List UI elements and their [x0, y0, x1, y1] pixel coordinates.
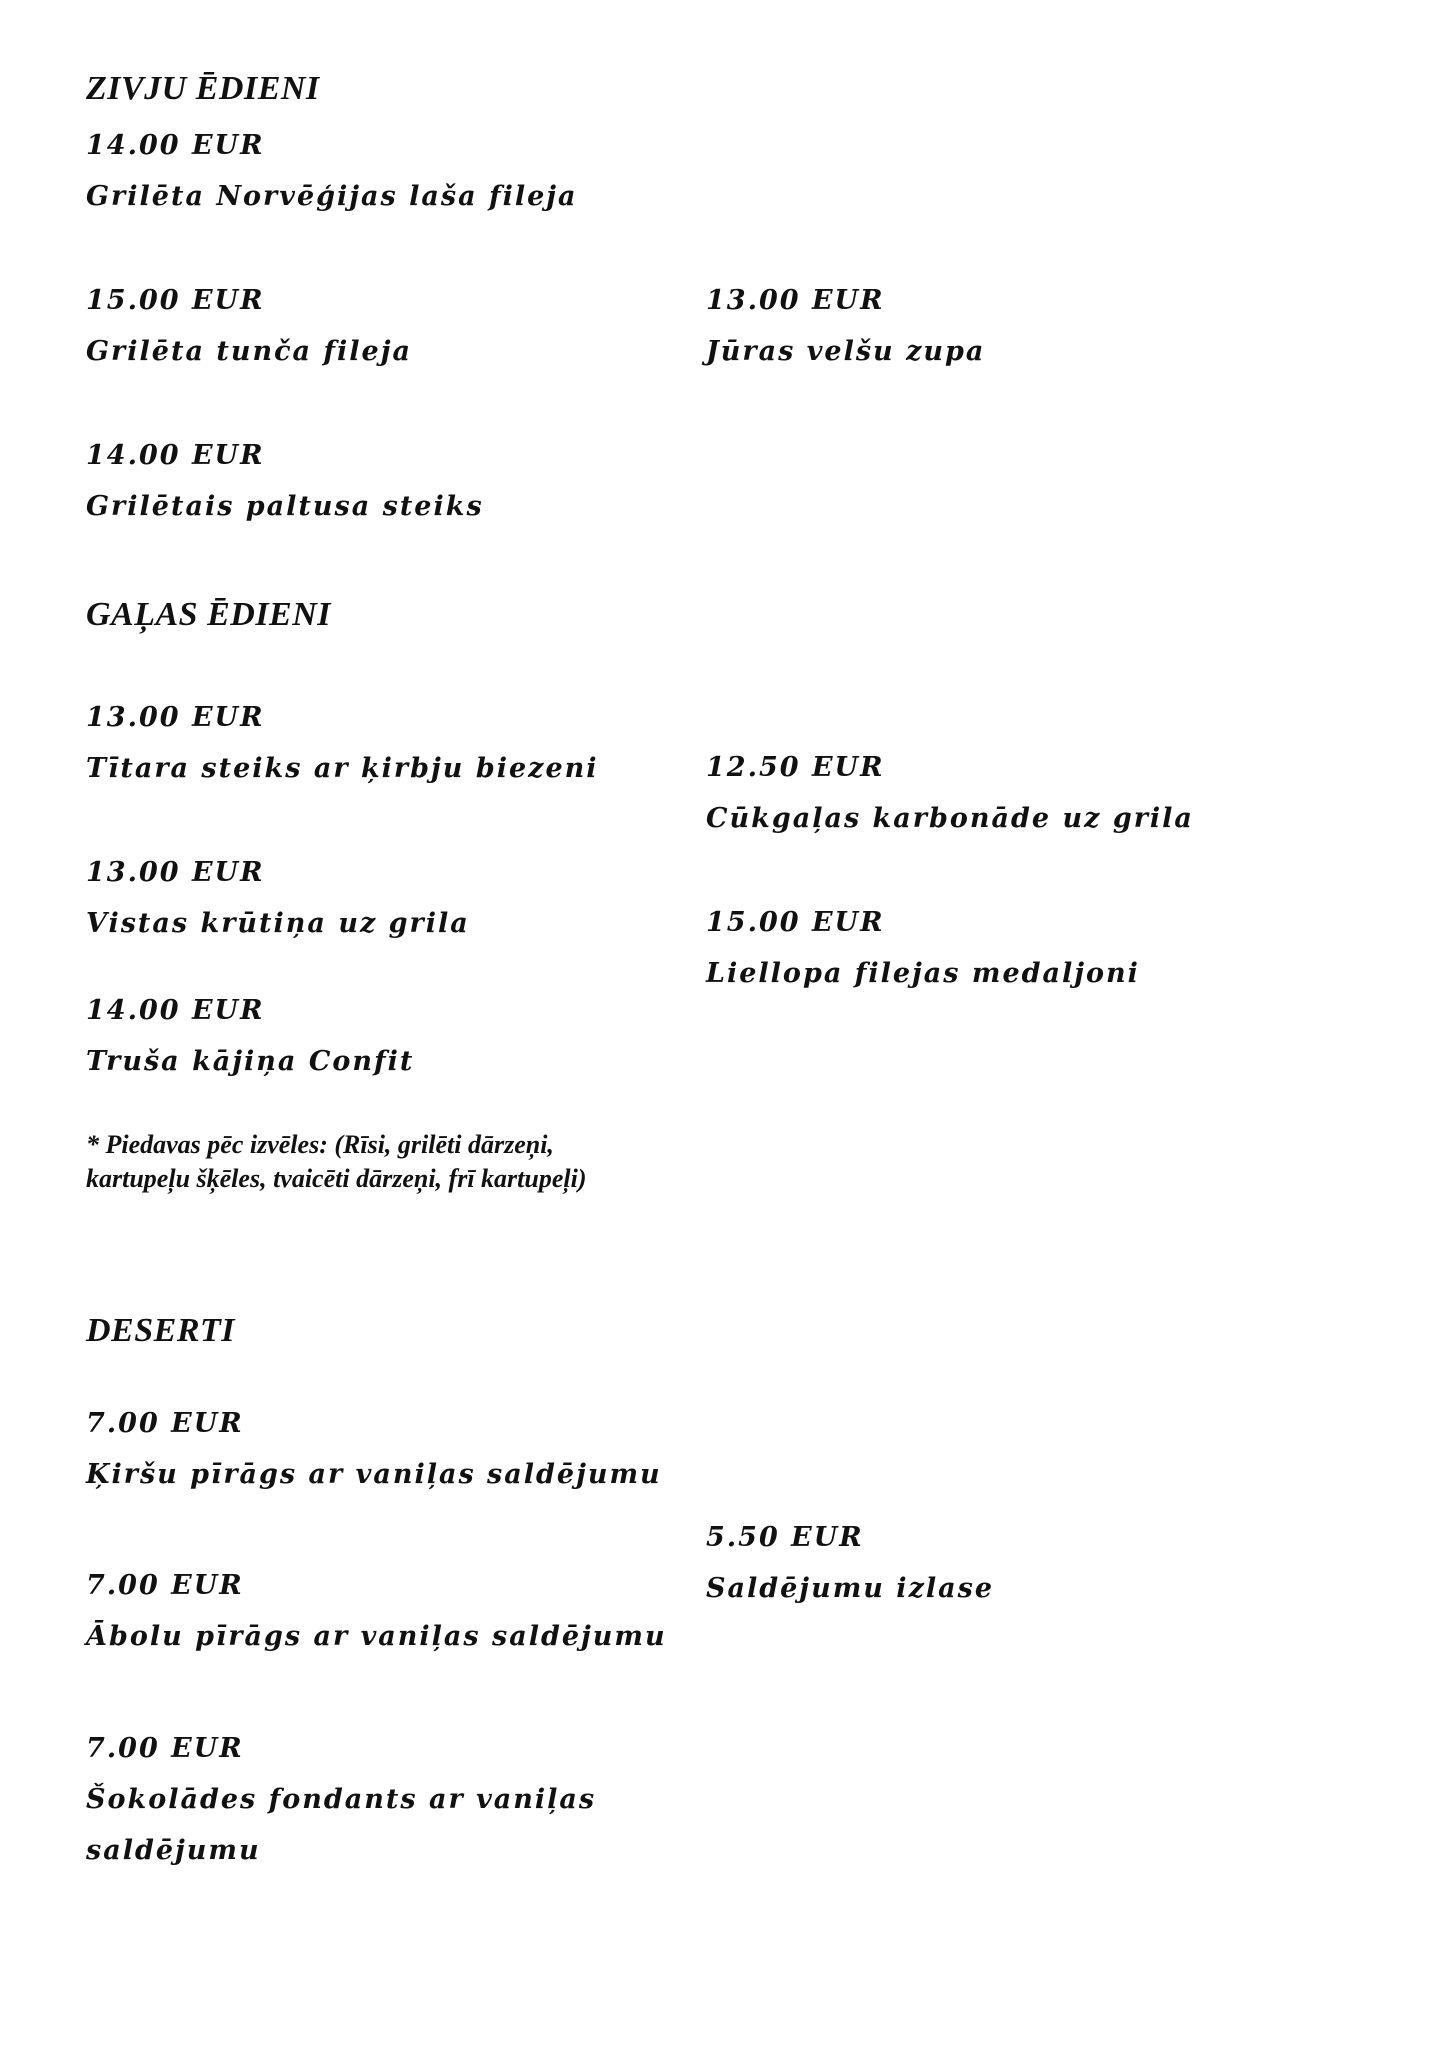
item-price: 13.00 EUR — [86, 702, 265, 733]
item-price: 13.00 EUR — [706, 285, 885, 316]
item-name: Truša kājiņa Confit — [86, 1046, 415, 1077]
item-name: Saldējumu izlase — [706, 1573, 995, 1604]
item-name: Jūras velšu zupa — [706, 336, 986, 367]
menu-item — [86, 702, 599, 784]
item-name: Grilētais paltusa steiks — [86, 491, 484, 522]
menu-item — [86, 1733, 596, 1866]
item-name: Ķiršu pīrāgs ar vaniļas saldējumu — [86, 1459, 662, 1490]
item-price: 7.00 EUR — [86, 1570, 244, 1601]
item-price: 14.00 EUR — [86, 995, 265, 1026]
menu-item — [86, 130, 578, 212]
menu-item — [86, 1408, 662, 1490]
section-heading-meat: GAĻAS ĒDIENI — [86, 596, 332, 633]
item-price: 7.00 EUR — [86, 1408, 244, 1439]
item-name: Šokolādes fondants ar vaniļas — [86, 1784, 597, 1815]
item-price: 15.00 EUR — [86, 285, 265, 316]
menu-item — [706, 907, 1140, 989]
item-name: Vistas krūtiņa uz grila — [86, 908, 470, 939]
item-name: Grilēta tunča fileja — [86, 336, 412, 367]
item-name: Cūkgaļas karbonāde uz grila — [706, 803, 1194, 834]
menu-item — [86, 440, 484, 522]
menu-item — [706, 285, 985, 367]
menu-item — [706, 1522, 994, 1604]
item-price: 14.00 EUR — [86, 440, 265, 471]
item-price: 7.00 EUR — [86, 1733, 244, 1764]
item-price: 12.50 EUR — [706, 752, 885, 783]
item-price: 14.00 EUR — [86, 130, 265, 161]
section-heading-desserts: DESERTI — [86, 1312, 235, 1349]
item-name: Ābolu pīrāgs ar vaniļas saldējumu — [86, 1621, 667, 1652]
menu-item — [706, 752, 1194, 834]
menu-item — [86, 857, 470, 939]
menu-item — [86, 1570, 667, 1652]
menu-item — [86, 285, 412, 367]
item-name: Liellopa filejas medaljoni — [706, 958, 1140, 989]
item-price: 13.00 EUR — [86, 857, 265, 888]
item-price: 5.50 EUR — [706, 1522, 864, 1553]
item-name: Tītara steiks ar ķirbju biezeni — [86, 753, 599, 784]
item-name-line2: saldējumu — [86, 1835, 261, 1866]
side-dish-note: * Piedavas pēc izvēles: (Rīsi, grilēti dārzeņi, kartupeļu šķēles, tvaicēti dārzeņi, frī kartupeļi) — [86, 1130, 587, 1193]
item-price: 15.00 EUR — [706, 907, 885, 938]
section-heading-fish: ZIVJU ĒDIENI — [86, 70, 320, 107]
menu-item — [86, 995, 414, 1077]
item-name: Grilēta Norvēģijas laša fileja — [86, 181, 578, 212]
